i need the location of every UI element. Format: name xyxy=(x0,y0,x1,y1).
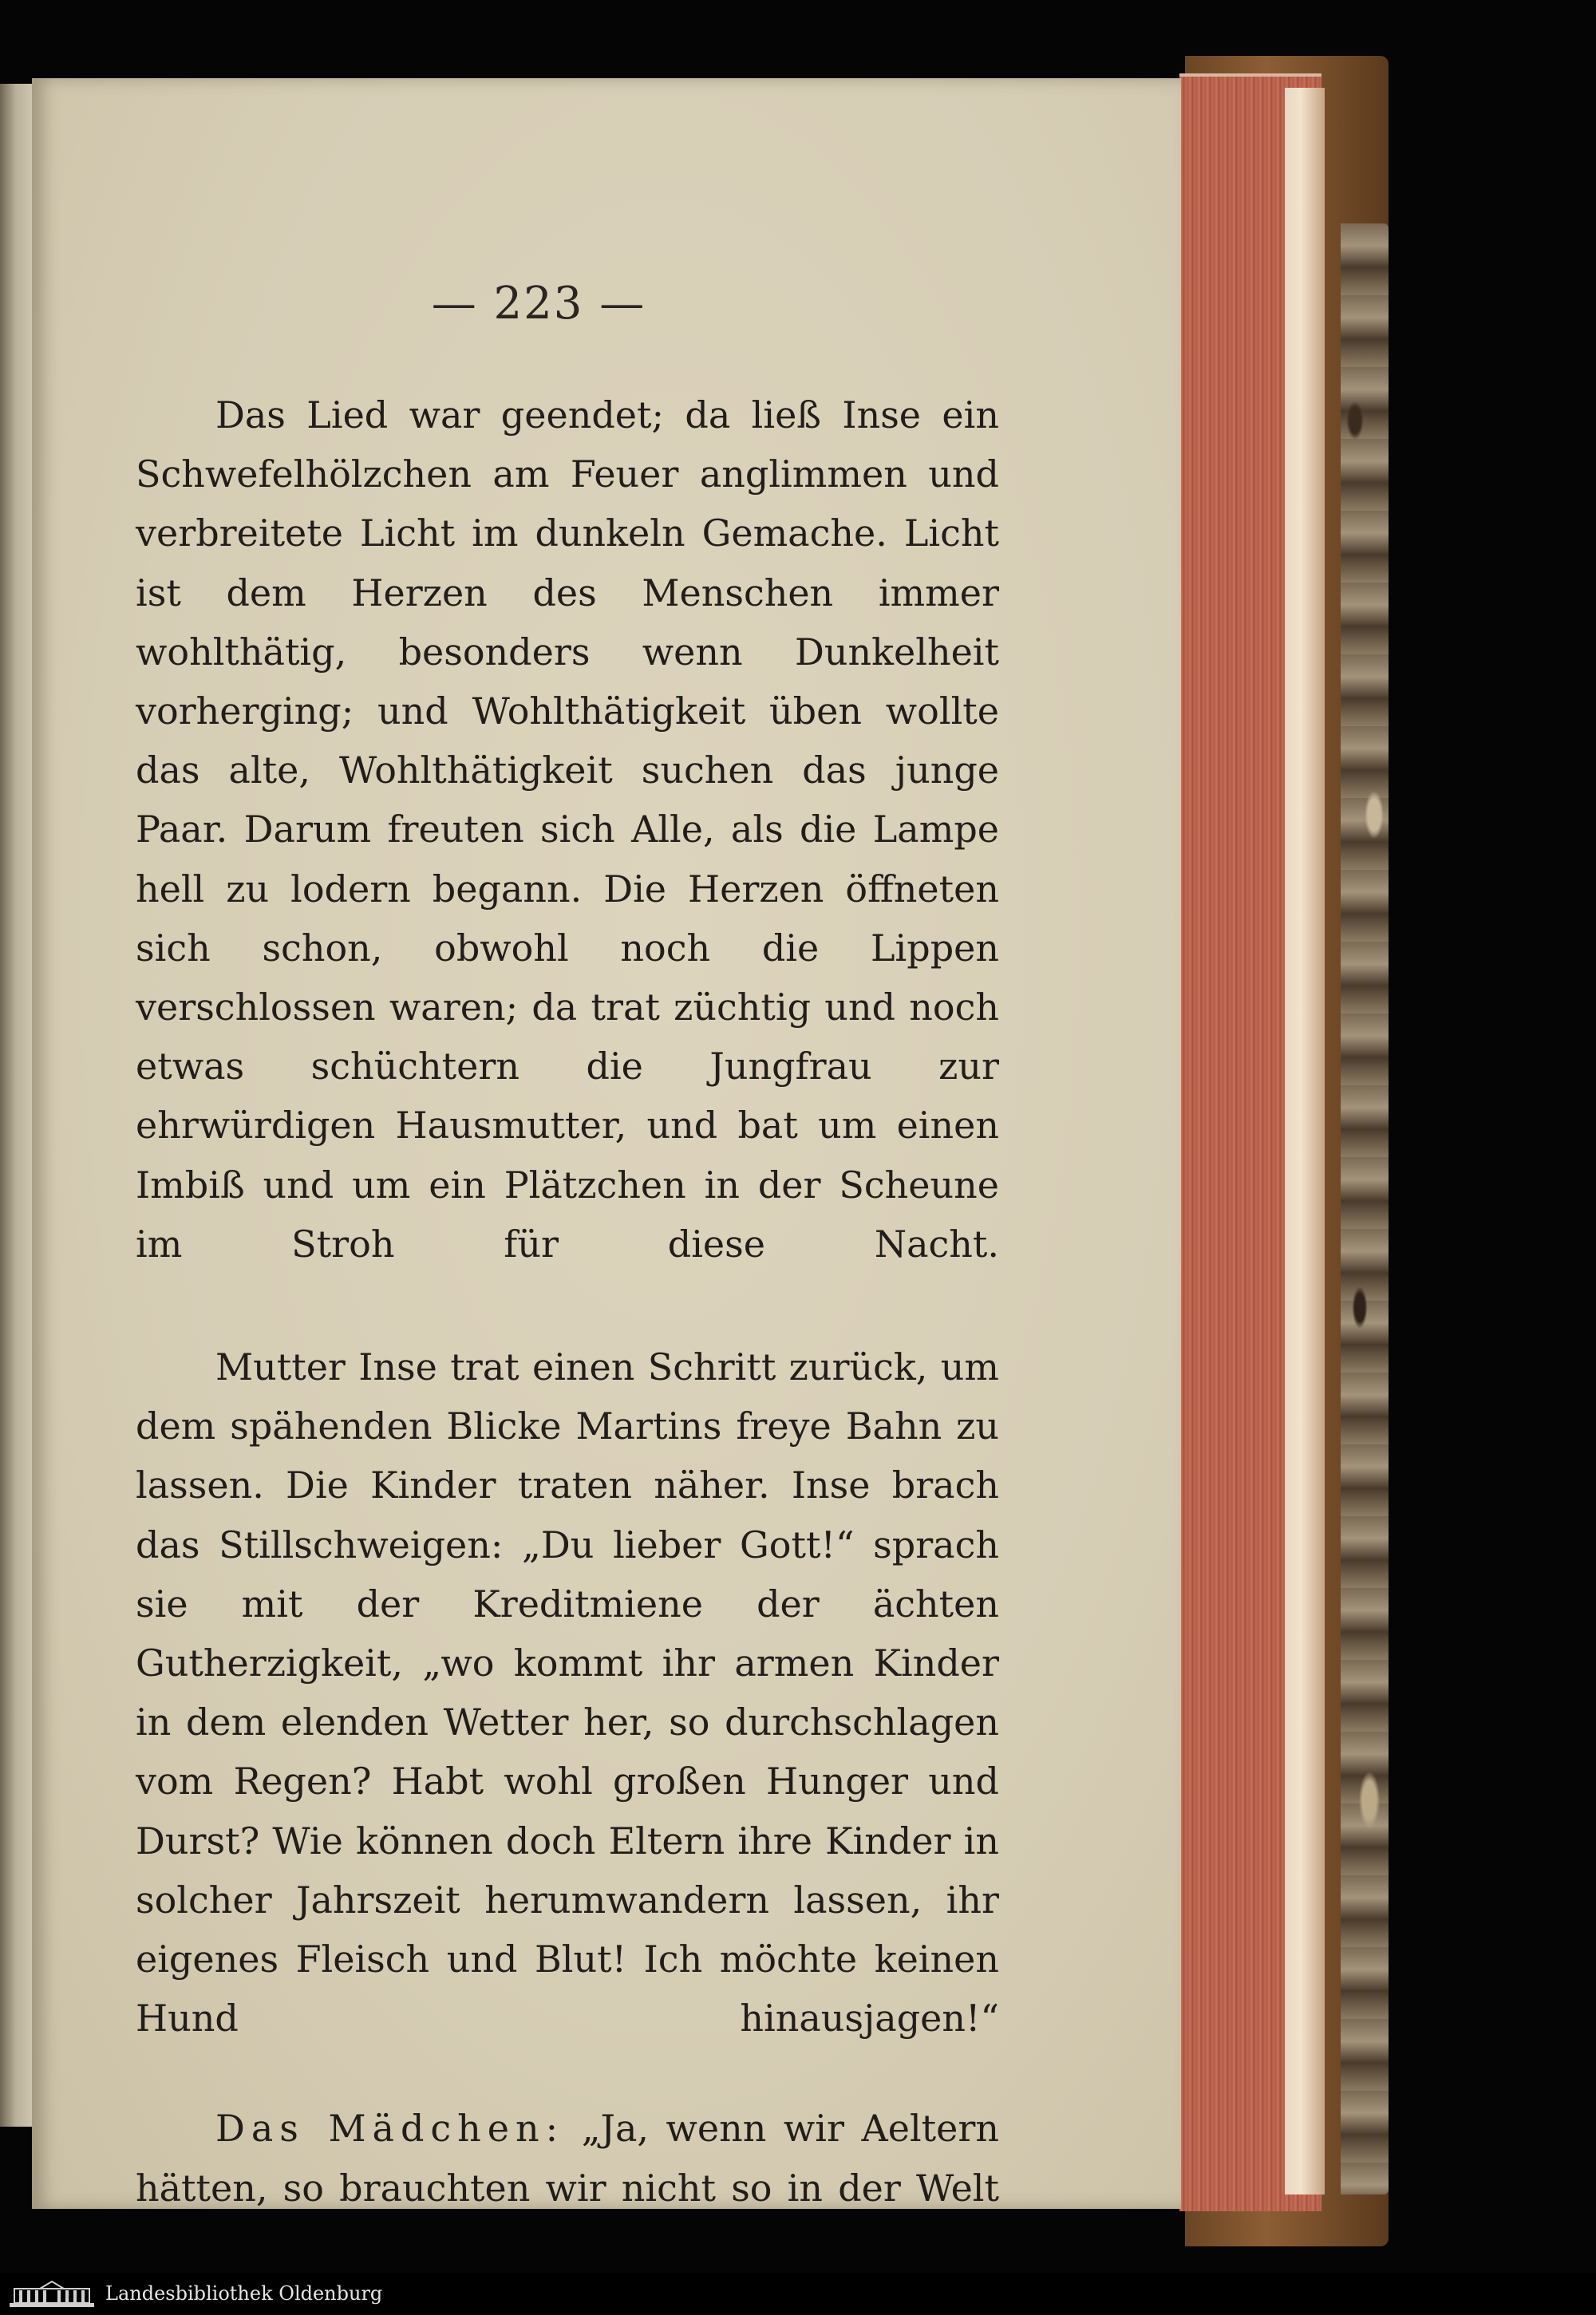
book-page xyxy=(32,78,1181,2209)
library-building-icon xyxy=(8,2279,96,2309)
page-number: — 223 — xyxy=(431,278,646,330)
library-name: Landesbibliothek Oldenburg xyxy=(105,2282,383,2305)
paragraph-2: Mutter Inse trat einen Schritt zurück, um dem spähenden Blicke Martins freye Bahn zu lassen. Die Kinder traten näher. Inse brach das Stillschweigen: „Du lieber Gott!“ sprach sie mit der Kreditmiene der ächten Gutherzigkeit, „wo kommt ihr armen Kinder in dem elenden Wetter her, so durchschlagen vom Regen? Habt wohl großen Hunger und Durst? Wie können doch Eltern ihre Kinder in solcher Jahrszeit herumwandern lassen, ihr eigenes Fleisch und Blut! Ich möchte keinen Hund hinausjagen!“ xyxy=(136,1345,999,2040)
paragraph-1: Das Lied war geendet; da ließ Inse ein Schwefelhölzchen am Feuer anglimmen und verbreitete Licht im dunkeln Gemache. Licht ist dem Herzen des Menschen immer wohlthätig, besonders wenn Dunkelheit vorherging; und Wohlthätigkeit üben wollte das alte, Wohlthätigkeit suchen das junge Paar. Darum freuten sich Alle, als die Lampe hell zu lodern begann. Die Herzen öffneten sich schon, obwohl noch die Lippen verschlossen waren; da trat züchtig und noch etwas schüchtern die Jungfrau zur ehrwürdigen Hausmutter, und bat um einen Imbiß und um ein Plätzchen in der Scheune im Stroh für diese Nacht. xyxy=(136,393,999,1266)
page-text xyxy=(136,385,999,2218)
speech-text: „Ja, wenn wir Aeltern hätten, so brauchten wir nicht so in der Welt xyxy=(136,2107,999,2210)
page-edges-inner xyxy=(1285,88,1325,2195)
marbled-cover-edge xyxy=(1341,223,1389,2195)
speaker-label: Das Mädchen: xyxy=(215,2107,565,2151)
footer-bar xyxy=(0,2273,1596,2315)
paragraph-3 xyxy=(136,2099,999,2217)
